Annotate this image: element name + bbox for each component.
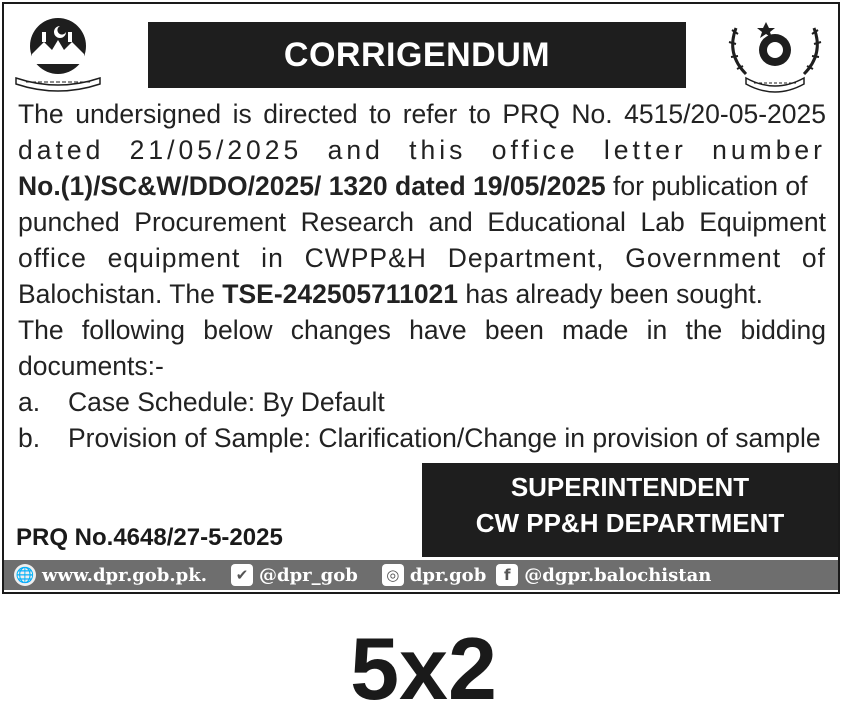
body-line: documents:- (18, 351, 164, 381)
body-line (18, 168, 826, 204)
body-line: dated 21/05/2025 and this office letter number (18, 135, 826, 165)
facebook-handle: @dgpr.balochistan (524, 564, 712, 586)
body-line: office equipment in CWPP&H Department, Government of (18, 243, 826, 273)
page-title: CORRIGENDUM (283, 35, 551, 74)
body-line (18, 276, 826, 312)
list-item-text: Provision of Sample: Clarification/Change in provision of sample (68, 423, 821, 453)
instagram-icon: ◎ (382, 564, 404, 586)
footer-instagram[interactable] (382, 564, 486, 586)
title-banner (148, 22, 686, 88)
body-line: punched Procurement Research and Educational Lab Equipment (18, 207, 826, 237)
body-line: The following below changes have been made in the bidding (18, 315, 826, 345)
notice-body (18, 96, 826, 456)
globe-icon: 🌐 (15, 566, 35, 584)
prq-number: PRQ No.4648/27-5-2025 (16, 524, 283, 551)
ad-size-label: 5x2 (350, 619, 497, 718)
body-text-fragment: has already been sought. (458, 279, 764, 309)
signature-department: CW PP&H DEPARTMENT (475, 508, 785, 538)
twitter-handle: @dpr_gob (258, 564, 358, 586)
footer-bar (4, 560, 838, 590)
body-line: The undersigned is directed to refer to PRQ No. 4515/20-05-2025 (18, 99, 826, 129)
footer-twitter[interactable] (231, 564, 358, 586)
list-item (18, 420, 826, 456)
list-item-text: Case Schedule: By Default (68, 387, 385, 417)
footer-facebook[interactable] (496, 564, 711, 586)
list-item (18, 384, 826, 420)
instagram-handle: dpr.gob (409, 564, 487, 586)
body-text-fragment: Balochistan. The (18, 279, 223, 309)
list-marker: a. (18, 387, 41, 417)
dgpr-emblem-right (716, 14, 834, 94)
list-marker: b. (18, 423, 41, 453)
tse-number: TSE-242505711021 (222, 279, 459, 309)
body-text-fragment: for publication of (605, 171, 808, 201)
letter-reference: No.(1)/SC&W/DDO/2025/ 1320 dated 19/05/2025 (18, 171, 606, 201)
twitter-icon: ✔ (231, 564, 253, 586)
balochistan-emblem-left (12, 14, 104, 94)
footer-website[interactable] (14, 564, 207, 586)
signature-block (422, 463, 838, 557)
website-text: www.dpr.gob.pk. (42, 564, 207, 586)
facebook-icon: f (496, 564, 518, 586)
signature-title: SUPERINTENDENT (510, 472, 750, 502)
